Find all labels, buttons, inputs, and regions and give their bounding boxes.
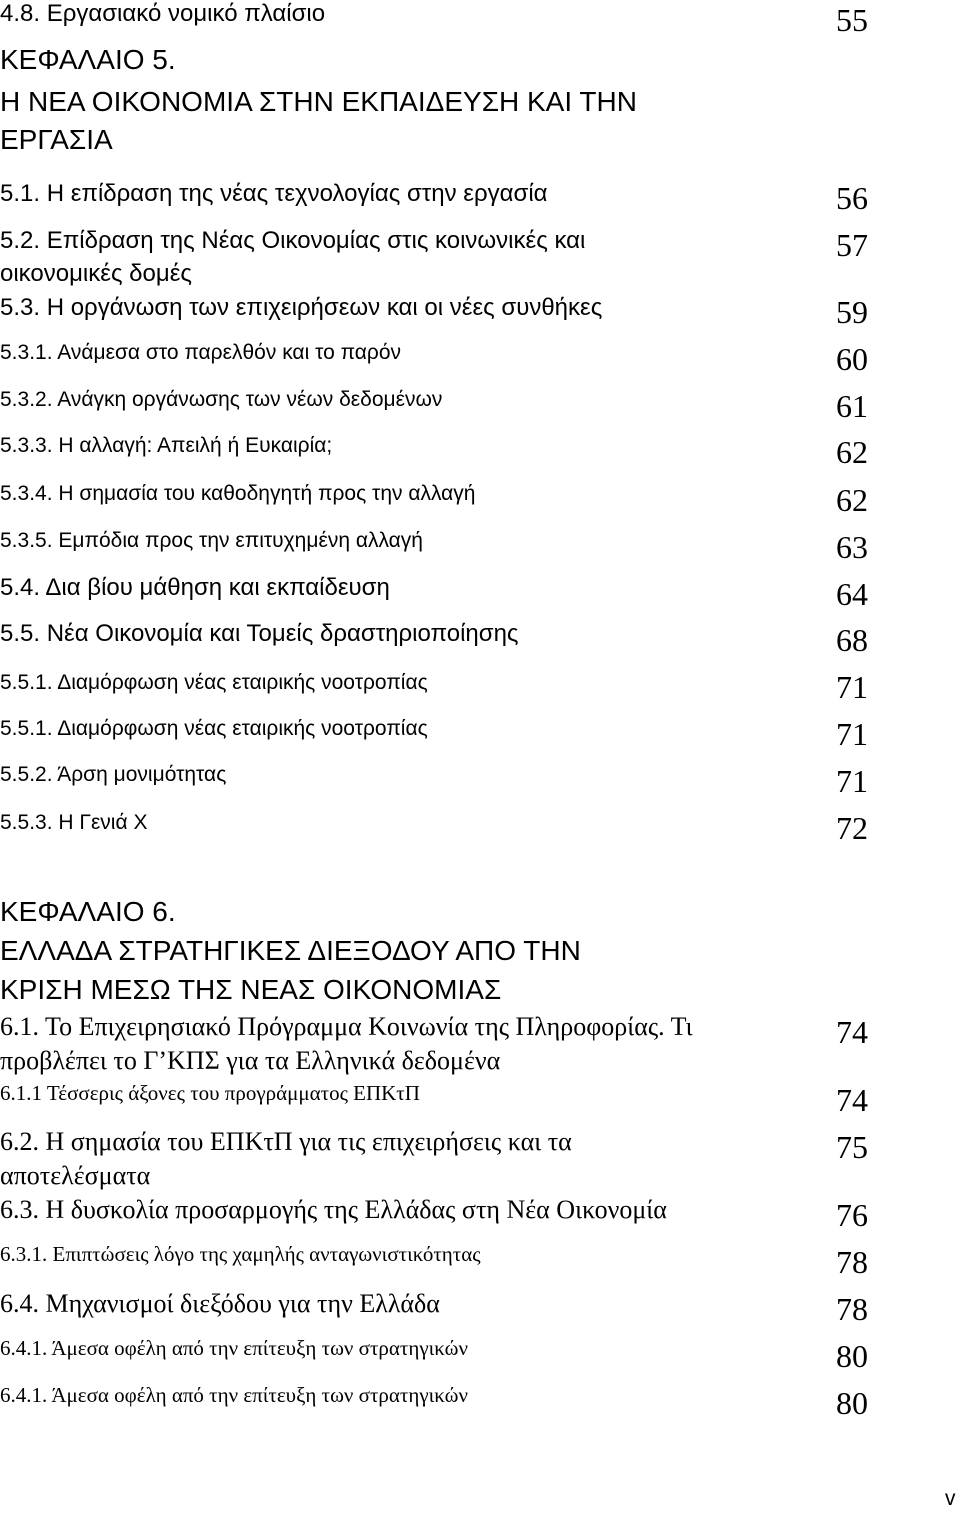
toc-entry-page: 72 — [836, 810, 868, 846]
toc-entry-page: 75 — [836, 1129, 868, 1165]
toc-entry-page: 56 — [836, 180, 868, 216]
toc-entry-text: 5.3.5. Εμπόδια προς την επιτυχημένη αλλαγή — [0, 529, 423, 552]
toc-entry-page: 59 — [836, 294, 868, 330]
toc-entry-text: 6.4. Μηχανισμοί διεξόδου για την Ελλάδα — [0, 1289, 440, 1318]
toc-entry-text: 5.3.2. Ανάγκη οργάνωσης των νέων δεδομένων — [0, 388, 443, 411]
chapter-heading: ΕΡΓΑΣΙΑ — [0, 124, 113, 155]
toc-entry-text: οικονομικές δομές — [0, 260, 192, 287]
toc-entry-text: 5.1. Η επίδραση της νέας τεχνολογίας στην εργασία — [0, 180, 548, 207]
toc-entry-text: αποτελέσματα — [0, 1161, 151, 1190]
footer-page-label: v — [945, 1487, 956, 1510]
toc-entry-page: 80 — [836, 1338, 868, 1374]
chapter-heading: ΚΕΦΑΛΑΙΟ 5. — [0, 44, 176, 75]
toc-entry-text: 5.3.4. Η σημασία του καθοδηγητή προς την αλλαγή — [0, 482, 476, 505]
toc-entry-page: 78 — [836, 1291, 868, 1327]
toc-entry-text: 6.2. Η σημασία του ΕΠΚτΠ για τις επιχειρήσεις και τα — [0, 1127, 572, 1156]
chapter-heading: Η ΝΕΑ ΟΙΚΟΝΟΜΙΑ ΣΤΗΝ ΕΚΠΑΙΔΕΥΣΗ ΚΑΙ ΤΗΝ — [0, 86, 637, 117]
toc-entry-text: 5.3.3. Η αλλαγή: Απειλή ή Ευκαιρία; — [0, 434, 333, 457]
toc-entry-page: 78 — [836, 1244, 868, 1280]
toc-entry-page: 62 — [836, 434, 868, 470]
toc-entry-page: 55 — [836, 2, 868, 38]
toc-entry-page: 74 — [836, 1014, 868, 1050]
toc-entry-text: προβλέπει το Γ’ΚΠΣ για τα Ελληνικά δεδομένα — [0, 1046, 501, 1075]
toc-entry-text: 6.1. Το Επιχειρησιακό Πρόγραμμα Κοινωνία της Πληροφορίας. Τι — [0, 1012, 693, 1041]
toc-entry-text: 6.3. Η δυσκολία προσαρμογής της Ελλάδας στη Νέα Οικονομία — [0, 1195, 667, 1224]
toc-entry-text: 5.5. Νέα Οικονομία και Τομείς δραστηριοποίησης — [0, 620, 519, 647]
chapter-heading: ΕΛΛΑΔΑ ΣΤΡΑΤΗΓΙΚΕΣ ΔΙΕΞΟΔΟΥ ΑΠΟ ΤΗΝ — [0, 935, 581, 966]
chapter-heading: ΚΕΦΑΛΑΙΟ 6. — [0, 896, 176, 927]
toc-entry-text: 5.5.2. Άρση μονιμότητας — [0, 763, 227, 786]
toc-entry-text: 5.4. Δια βίου μάθηση και εκπαίδευση — [0, 574, 390, 601]
toc-entry-page: 74 — [836, 1082, 868, 1118]
toc-entry-page: 76 — [836, 1197, 868, 1233]
toc-entry-page: 68 — [836, 622, 868, 658]
toc-entry-page: 71 — [836, 669, 868, 705]
toc-entry-text: 6.3.1. Επιπτώσεις λόγο της χαμηλής ανταγωνιστικότητας — [0, 1242, 481, 1266]
toc-entry-text: 5.3. Η οργάνωση των επιχειρήσεων και οι νέες συνθήκες — [0, 294, 603, 321]
toc-entry-page: 60 — [836, 341, 868, 377]
toc-entry-page: 71 — [836, 716, 868, 752]
toc-entry-text: 5.5.3. Η Γενιά Χ — [0, 811, 148, 834]
toc-entry-page: 63 — [836, 529, 868, 565]
toc-entry-text: 6.4.1. Άμεσα οφέλη από την επίτευξη των στρατηγικών — [0, 1336, 468, 1360]
toc-entry-page: 71 — [836, 763, 868, 799]
toc-entry-text: 5.5.1. Διαμόρφωση νέας εταιρικής νοοτροπίας — [0, 671, 428, 694]
toc-entry-text: 4.8. Εργασιακό νομικό πλαίσιο — [0, 0, 326, 27]
toc-entry-text: 6.4.1. Άμεσα οφέλη από την επίτευξη των στρατηγικών — [0, 1383, 468, 1407]
toc-entry-page: 57 — [836, 227, 868, 263]
toc-entry-text: 5.5.1. Διαμόρφωση νέας εταιρικής νοοτροπίας — [0, 717, 428, 740]
toc-entry-text: 5.2. Επίδραση της Νέας Οικονομίας στις κοινωνικές και — [0, 227, 586, 254]
toc-entry-text: 5.3.1. Ανάμεσα στο παρελθόν και το παρόν — [0, 341, 402, 364]
toc-entry-text: 6.1.1 Τέσσερις άξονες του προγράμματος ΕΠΚτΠ — [0, 1081, 420, 1105]
toc-entry-page: 61 — [836, 388, 868, 424]
chapter-heading: ΚΡΙΣΗ ΜΕΣΩ ΤΗΣ ΝΕΑΣ ΟΙΚΟΝΟΜΙΑΣ — [0, 974, 502, 1005]
toc-entry-page: 64 — [836, 576, 868, 612]
toc-entry-page: 62 — [836, 482, 868, 518]
toc-entry-page: 80 — [836, 1385, 868, 1421]
